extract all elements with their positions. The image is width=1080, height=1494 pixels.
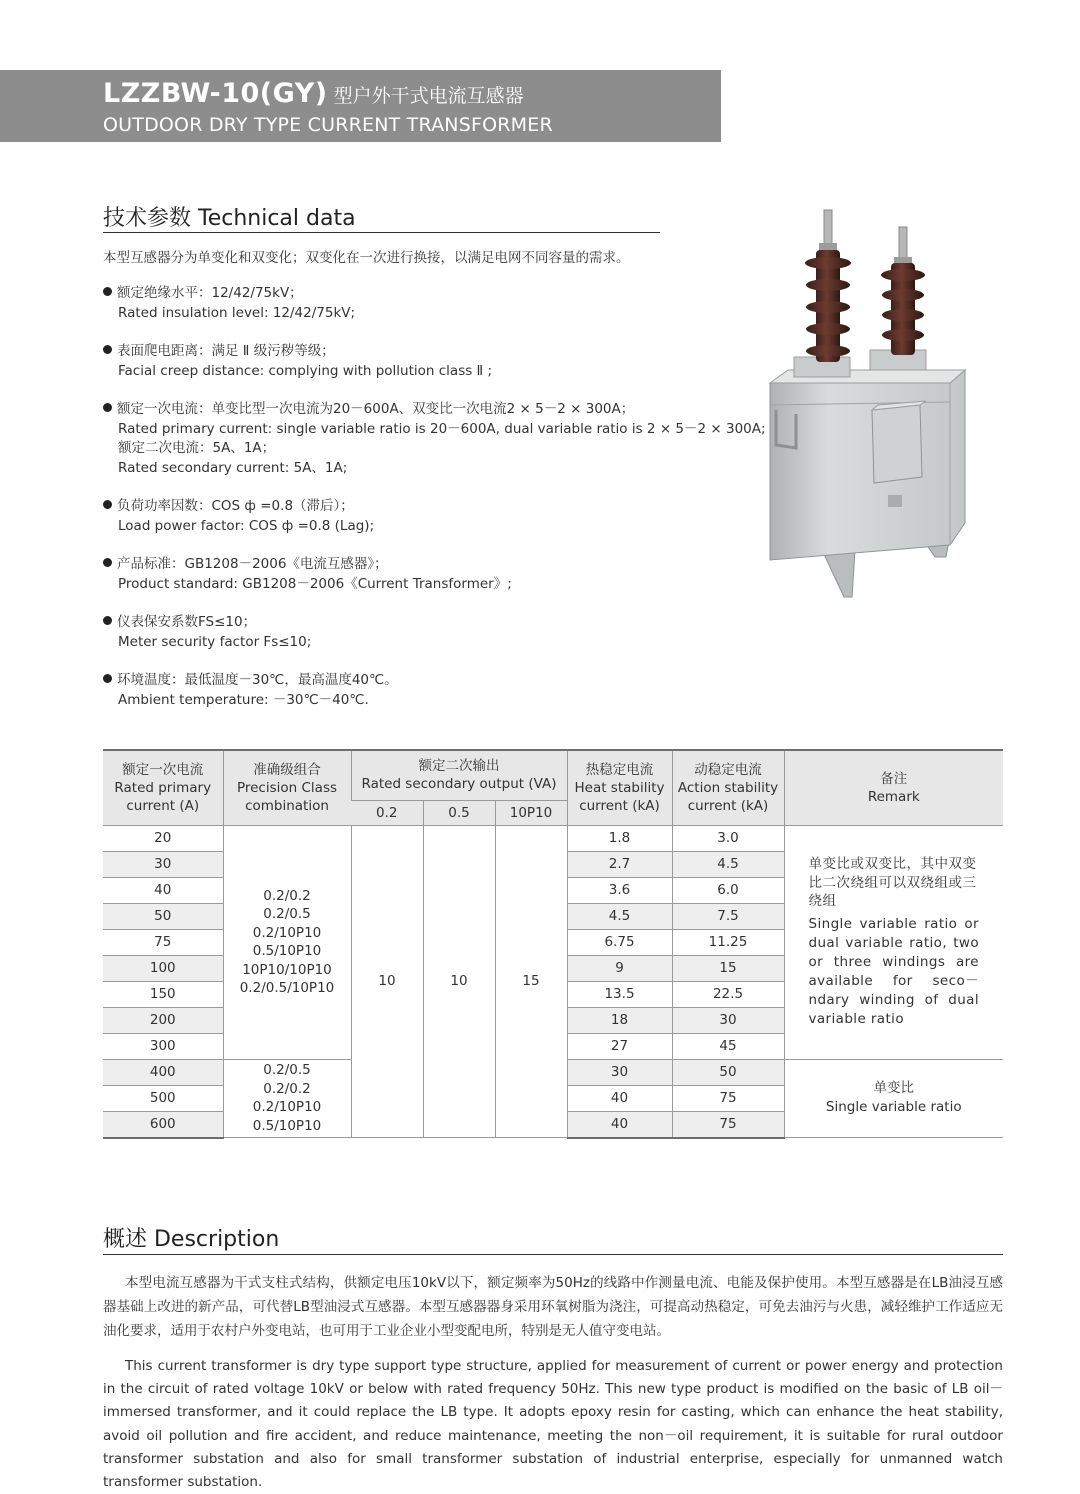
bullet-dot-icon [103, 345, 112, 354]
header-action-stability: 动稳定电流 Action stability current (kA) [672, 750, 784, 825]
cell-heat: 13.5 [567, 981, 672, 1007]
bullet-en: Meter security factor Fs≤10; [118, 633, 312, 650]
bullet-cn: 表面爬电距离：满足 Ⅱ 级污秽等级； [117, 343, 335, 359]
cell-output-10p10: 15 [495, 825, 567, 1138]
cell-primary: 50 [103, 903, 223, 929]
cell-action: 30 [672, 1007, 784, 1033]
cell-heat: 27 [567, 1033, 672, 1059]
cell-action: 7.5 [672, 903, 784, 929]
bullet-en: Ambient temperature: －30℃－40℃. [118, 691, 369, 708]
bullet-power-factor [103, 497, 743, 536]
bullet-dot-icon [103, 287, 112, 296]
transformer-photo [760, 205, 992, 600]
header-heat-stability: 热稳定电流 Heat stability current (kA) [567, 750, 672, 825]
cell-action: 15 [672, 955, 784, 981]
header-title-line [103, 78, 524, 109]
cell-primary: 150 [103, 981, 223, 1007]
bullet-security-factor [103, 613, 743, 652]
bullet-cn: 环境温度：最低温度－30℃，最高温度40℃。 [117, 672, 398, 688]
header-output-0-2: 0.2 [351, 800, 423, 825]
cell-precision-group-1: 0.2/0.2 0.2/0.5 0.2/10P10 0.5/10P10 10P10/10P10 0.2/0.5/10P10 [223, 825, 351, 1059]
header-banner [0, 70, 721, 142]
cell-action: 11.25 [672, 929, 784, 955]
title-cn: 型户外干式电流互感器 [333, 85, 524, 107]
bullet-cn: 仪表保安系数FS≤10； [117, 614, 257, 630]
bullet-current [103, 400, 766, 478]
cell-output-0-5: 10 [423, 825, 495, 1138]
bullet-dot-icon [103, 674, 112, 683]
cell-action: 4.5 [672, 851, 784, 877]
cell-primary: 400 [103, 1059, 223, 1085]
cell-primary: 300 [103, 1033, 223, 1059]
technical-intro: 本型互感器分为单变化和双变化；双变化在一次进行换接，以满足电网不同容量的需求。 [103, 250, 630, 266]
bullet-cn: 产品标准：GB1208－2006《电流互感器》； [117, 556, 388, 572]
cell-heat: 3.6 [567, 877, 672, 903]
cell-heat: 6.75 [567, 929, 672, 955]
cell-output-0-2: 10 [351, 825, 423, 1138]
header-output-10p10: 10P10 [495, 800, 567, 825]
cell-primary: 75 [103, 929, 223, 955]
bullet-en: Load power factor: COS ф =0.8 (Lag); [118, 517, 375, 534]
bullet-dot-icon [103, 558, 112, 567]
bullet-creep [103, 342, 743, 381]
description-heading-rule [103, 1254, 1003, 1255]
bullet-cn: 额定绝缘水平：12/42/75kV； [117, 285, 303, 301]
cell-heat: 40 [567, 1085, 672, 1111]
bullet-dot-icon [103, 500, 112, 509]
header-secondary-output: 额定二次输出 Rated secondary output (VA) [351, 750, 567, 800]
cell-heat: 40 [567, 1111, 672, 1138]
cell-remark-1: 单变比或双变比，其中双变比二次绕组可以双绕组或三绕组 Single variable ratio or dual variable ratio, two or three windings are available for seco－ndary winding of dual variable ratio [784, 825, 1003, 1059]
bullet-dot-icon [103, 403, 112, 412]
description-en-text: This current transformer is dry type support type structure, applied for measurement of current or power energy and protection in the circuit of rated voltage 10kV or below with rated frequency 50Hz. This new type product is modified on the basic of LB oil－immersed transformer, and it could replace the LB type. It adopts epoxy resin for casting, which can enhance the heat stability, avoid oil pollution and fire accident, and reduce maintenance, meeting the non－oil requirement, it is suitable for rural outdoor transformer substation and also for small transformer substation of industrial enterprise, especially for unmanned watch transformer substation. [103, 1358, 1003, 1491]
cell-primary: 200 [103, 1007, 223, 1033]
cell-primary: 20 [103, 825, 223, 851]
cell-action: 45 [672, 1033, 784, 1059]
cell-primary: 40 [103, 877, 223, 903]
header-output-0-5: 0.5 [423, 800, 495, 825]
bullet-dot-icon [103, 616, 112, 625]
cell-remark-2: 单变比 Single variable ratio [784, 1059, 1003, 1138]
cell-heat: 1.8 [567, 825, 672, 851]
cell-action: 75 [672, 1111, 784, 1138]
technical-heading-rule [103, 232, 660, 233]
bullet-secondary-en: Rated secondary current: 5A、1A; [118, 459, 348, 476]
bullet-secondary-cn: 额定二次电流：5A、1A； [118, 440, 276, 456]
cell-primary: 600 [103, 1111, 223, 1138]
cell-action: 22.5 [672, 981, 784, 1007]
header-remark: 备注 Remark [784, 750, 1003, 825]
technical-heading: 技术参数 Technical data [103, 206, 356, 231]
cell-heat: 4.5 [567, 903, 672, 929]
cell-heat: 18 [567, 1007, 672, 1033]
cell-action: 6.0 [672, 877, 784, 903]
cell-heat: 30 [567, 1059, 672, 1085]
cell-primary: 500 [103, 1085, 223, 1111]
header-precision-class: 准确级组合 Precision Class combination [223, 750, 351, 825]
cell-primary: 30 [103, 851, 223, 877]
bullet-en: Rated insulation level: 12/42/75kV; [118, 304, 356, 321]
cell-action: 75 [672, 1085, 784, 1111]
cell-action: 50 [672, 1059, 784, 1085]
model-name: LZZBW-10(GY) [103, 78, 328, 109]
description-heading: 概述 Description [103, 1227, 280, 1252]
bullet-en: Product standard: GB1208－2006《Current Transformer》; [118, 575, 512, 592]
table-row [103, 825, 1003, 851]
bullet-insulation [103, 284, 743, 323]
cell-precision-group-2: 0.2/0.5 0.2/0.2 0.2/10P10 0.5/10P10 [223, 1059, 351, 1138]
bullet-en: Facial creep distance: complying with pollution class Ⅱ ; [118, 362, 493, 379]
cell-primary: 100 [103, 955, 223, 981]
description-cn [103, 1271, 1003, 1343]
description-cn-text: 本型电流互感器为干式支柱式结构，供额定电压10kV以下，额定频率为50Hz的线路中作测量电流、电能及保护使用。本型互感器是在LB油浸互感器基础上改进的新产品，可代替LB型油浸式互感器。本型互感器器身采用环氧树脂为浇注，可提高动热稳定，可免去油污与火患，减轻维护工作适应无油化要求，适用于农村户外变电站，也可用于工业企业小型变配电所，特别是无人值守变电站。 [103, 1275, 1003, 1339]
bullet-temperature [103, 671, 743, 710]
cell-heat: 9 [567, 955, 672, 981]
bullet-en: Rated primary current: single variable ratio is 20－600A, dual variable ratio is 2 × 5－2 × 300A; [118, 420, 766, 437]
bullet-cn: 负荷功率因数：COS ф =0.8（滞后）； [117, 498, 354, 514]
title-en: OUTDOOR DRY TYPE CURRENT TRANSFORMER [103, 114, 553, 136]
spec-table [103, 749, 1003, 1139]
description-en [103, 1355, 1003, 1494]
bullet-standard [103, 555, 743, 594]
technical-bullets [103, 284, 766, 729]
header-primary-current: 额定一次电流 Rated primary current (A) [103, 750, 223, 825]
bullet-cn: 额定一次电流：单变比型一次电流为20－600A、双变比一次电流2 × 5－2 × 300A； [117, 401, 635, 417]
cell-action: 3.0 [672, 825, 784, 851]
cell-heat: 2.7 [567, 851, 672, 877]
